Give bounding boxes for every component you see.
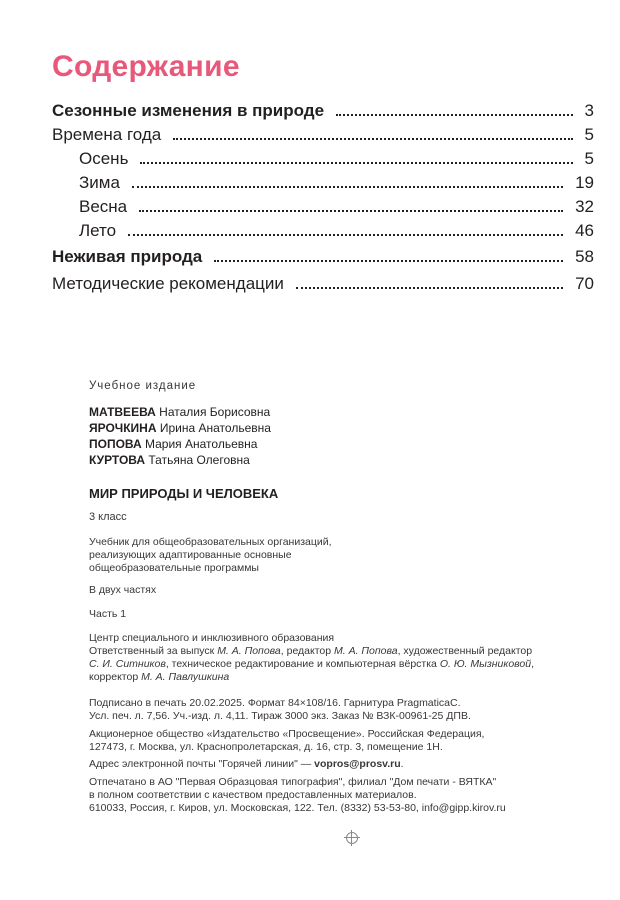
toc-leader bbox=[140, 161, 572, 164]
publisher bbox=[89, 728, 484, 754]
toc-label: Методические рекомендации bbox=[52, 274, 284, 293]
hotline-email: vopros@prosv.ru bbox=[314, 758, 401, 770]
author-surname: ЯРОЧКИНА bbox=[89, 421, 157, 435]
description-line: реализующих адаптированные основные bbox=[89, 549, 292, 561]
description bbox=[89, 536, 332, 575]
author-name: Мария Анатольевна bbox=[145, 437, 258, 451]
author-surname: МАТВЕЕВА bbox=[89, 405, 156, 419]
toc-page: 46 bbox=[575, 221, 594, 240]
toc-page: 5 bbox=[584, 125, 594, 144]
toc-entry bbox=[52, 101, 594, 121]
printer-line: 610033, Россия, г. Киров, ул. Московская, 122. Тел. (8332) 53-53-80, info@gipp.kirov.ru bbox=[89, 802, 506, 814]
toc-entry bbox=[79, 221, 594, 241]
registration-mark-icon bbox=[346, 832, 358, 844]
author-surname: ПОПОВА bbox=[89, 437, 142, 451]
page-title: Содержание bbox=[52, 50, 240, 83]
author-name: Ирина Анатольевна bbox=[159, 421, 271, 435]
toc-leader bbox=[128, 233, 563, 236]
credits-line: С. И. Ситников, техническое редактирование и компьютерная вёрстка О. Ю. Мызниковой, bbox=[89, 658, 535, 670]
toc-leader bbox=[173, 137, 572, 140]
author-name: Наталия Борисовна bbox=[159, 405, 271, 419]
toc-page: 3 bbox=[584, 101, 594, 120]
print-line: Подписано в печать 20.02.2025. Формат 84×108/16. Гарнитура PragmaticaC. bbox=[89, 697, 461, 709]
toc-label: Неживая природа bbox=[52, 247, 203, 266]
author-name: Татьяна Олеговна bbox=[148, 453, 250, 467]
printer-line: Отпечатано в АО "Первая Образцовая типография", филиал "Дом печати - ВЯТКА" bbox=[89, 776, 497, 788]
toc-entry bbox=[52, 274, 594, 294]
toc-label: Лето bbox=[79, 221, 117, 240]
author-line bbox=[89, 404, 271, 420]
toc-page: 5 bbox=[584, 149, 594, 168]
description-line: общеобразовательные программы bbox=[89, 562, 259, 574]
toc-page: 70 bbox=[575, 274, 594, 293]
toc-label: Весна bbox=[79, 197, 128, 216]
author-line bbox=[89, 420, 271, 436]
parts: В двух частях bbox=[89, 584, 157, 596]
toc-leader bbox=[214, 259, 563, 262]
hotline: Адрес электронной почты "Горячей линии" — vopros@prosv.ru. bbox=[89, 758, 404, 770]
center-line: Центр специального и инклюзивного образования bbox=[89, 632, 335, 644]
credits bbox=[89, 632, 534, 684]
toc-page: 19 bbox=[575, 173, 594, 192]
toc-entry bbox=[52, 125, 594, 145]
toc-entry bbox=[79, 173, 594, 193]
toc-label: Зима bbox=[79, 173, 120, 192]
printer-line: в полном соответствии с качеством предоставленных материалов. bbox=[89, 789, 417, 801]
credits-line: корректор М. А. Павлушкина bbox=[89, 671, 230, 683]
toc-page: 32 bbox=[575, 197, 594, 216]
publisher-line: 127473, г. Москва, ул. Краснопролетарская, д. 16, стр. 3, помещение 1Н. bbox=[89, 741, 443, 753]
toc-entry bbox=[79, 149, 594, 169]
printer bbox=[89, 776, 506, 815]
toc-leader bbox=[132, 185, 563, 188]
publisher-line: Акционерное общество «Издательство «Просвещение». Российская Федерация, bbox=[89, 728, 485, 740]
author-surname: КУРТОВА bbox=[89, 453, 146, 467]
toc-label: Времена года bbox=[52, 125, 162, 144]
toc-page: 58 bbox=[575, 247, 594, 266]
print-line: Усл. печ. л. 7,56. Уч.-изд. л. 4,11. Тираж 3000 экз. Заказ № ВЗК-00961-25 ДПВ. bbox=[89, 710, 471, 722]
grade: 3 класс bbox=[89, 511, 127, 523]
book-title: МИР ПРИРОДЫ И ЧЕЛОВЕКА bbox=[89, 486, 279, 501]
author-line bbox=[89, 436, 271, 452]
authors-block bbox=[89, 404, 271, 468]
description-line: Учебник для общеобразовательных организаций, bbox=[89, 536, 332, 548]
toc-leader bbox=[336, 113, 572, 116]
author-line bbox=[89, 452, 271, 468]
edition-type: Учебное издание bbox=[89, 380, 197, 392]
toc-label: Осень bbox=[79, 149, 129, 168]
toc-leader bbox=[296, 286, 563, 289]
toc-leader bbox=[139, 209, 563, 212]
print-details bbox=[89, 697, 471, 723]
toc-label: Сезонные изменения в природе bbox=[52, 101, 325, 120]
part-number: Часть 1 bbox=[89, 608, 127, 620]
toc-entry bbox=[79, 197, 594, 217]
toc-entry bbox=[52, 247, 594, 267]
credits-line: Ответственный за выпуск М. А. Попова, редактор М. А. Попова, художественный редактор bbox=[89, 645, 533, 657]
